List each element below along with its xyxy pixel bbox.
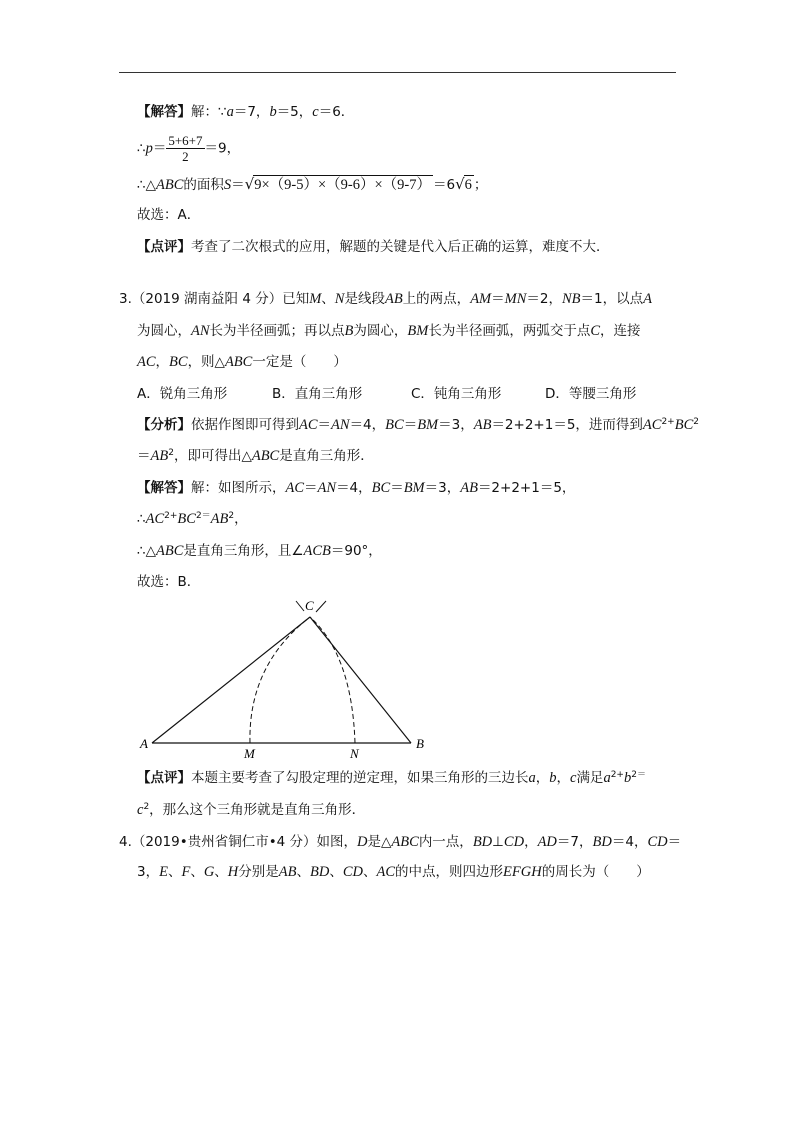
header-rule [119,72,676,73]
q3-comment-line1: 【点评】本题主要考查了勾股定理的逆定理，如果三角形的三边长a，b，c满足$a^{2+}b^{2=}$ [137,770,646,786]
p-fraction: $\frac{5+6+7}{2}$ [168,133,203,164]
q3-choice: 故选：B． [137,574,201,590]
q3-option-d: D．等腰三角形 [545,386,637,402]
label-c: C [305,598,314,613]
q3-solution-line2: $\therefore AC^{2+}BC^{2=}AB^2$， [137,511,248,527]
arc-from-b [310,617,355,743]
q3-option-a: A．锐角三角形 [137,386,228,402]
q3-comment-line2: $c^2$，那么这个三角形就是直角三角形． [137,802,366,818]
prev-comment: 【点评】考查了二次根式的应用，解题的关键是代入后正确的运算，难度不大． [137,239,610,255]
q3-stem-line1: 3.（2019 湖南益阳 4 分）已知M、N是线段AB上的两点，AM＝MN＝2，NB＝1，以点A [119,291,652,307]
q3-solution-line3: ∴△ABC是直角三角形，且∠ACB＝90°， [137,543,382,559]
arc-mark-left [296,601,304,611]
q3-option-b: B．直角三角形 [272,386,363,402]
triangle-figure [130,595,430,760]
area-formula-line: ∴△ABC的面积S＝√9×（9-5）×（9-6）×（9-7） ＝6√6 ； [137,175,488,193]
side-bc [310,617,411,743]
label-n: N [350,746,359,760]
q3-stem-line3: AC，BC，则△ABC一定是（ ） [137,354,347,370]
q4-stem-line2: 3，E、F、G、H分别是AB、BD、CD、AC的中点，则四边形EFGH的周长为（ ） [137,864,650,880]
q3-analysis-line2: $=AB^2$，即可得出△ABC是直角三角形． [137,448,374,464]
label-a: A [140,736,148,751]
arc-from-a [250,617,310,743]
label-b: B [416,736,424,751]
q3-analysis-line1: 【分析】依据作图即可得到AC＝AN＝4，BC＝BM＝3，AB＝2+2+1＝5，进而得到$AC^{2+}BC^2$ [137,417,699,433]
q3-option-c: C．钝角三角形 [411,386,502,402]
prev-choice: 故选：A． [137,207,201,223]
label-m: M [244,746,255,760]
arc-mark-right [316,601,326,612]
side-ac [152,617,310,743]
q4-stem-line1: 4.（2019•贵州省铜仁市•4 分）如图，D是△ABC内一点，BD⊥CD，AD＝7，BD＝4，CD＝ [119,834,682,850]
radical-sign: √ [244,175,255,193]
q3-stem-line2: 为圆心，AN长为半径画弧；再以点B为圆心，BM长为半径画弧，两弧交于点C，连接 [137,323,641,339]
p-formula-line: ∴p＝ $\frac{5+6+7}{2}$ ＝9， [137,133,241,164]
prev-solution-line: 【解答】解：∵a＝7，b＝5，c＝6． [137,104,355,120]
q3-solution-line1: 【解答】解：如图所示，AC＝AN＝4，BC＝BM＝3，AB＝2+2+1＝5， [137,480,576,496]
